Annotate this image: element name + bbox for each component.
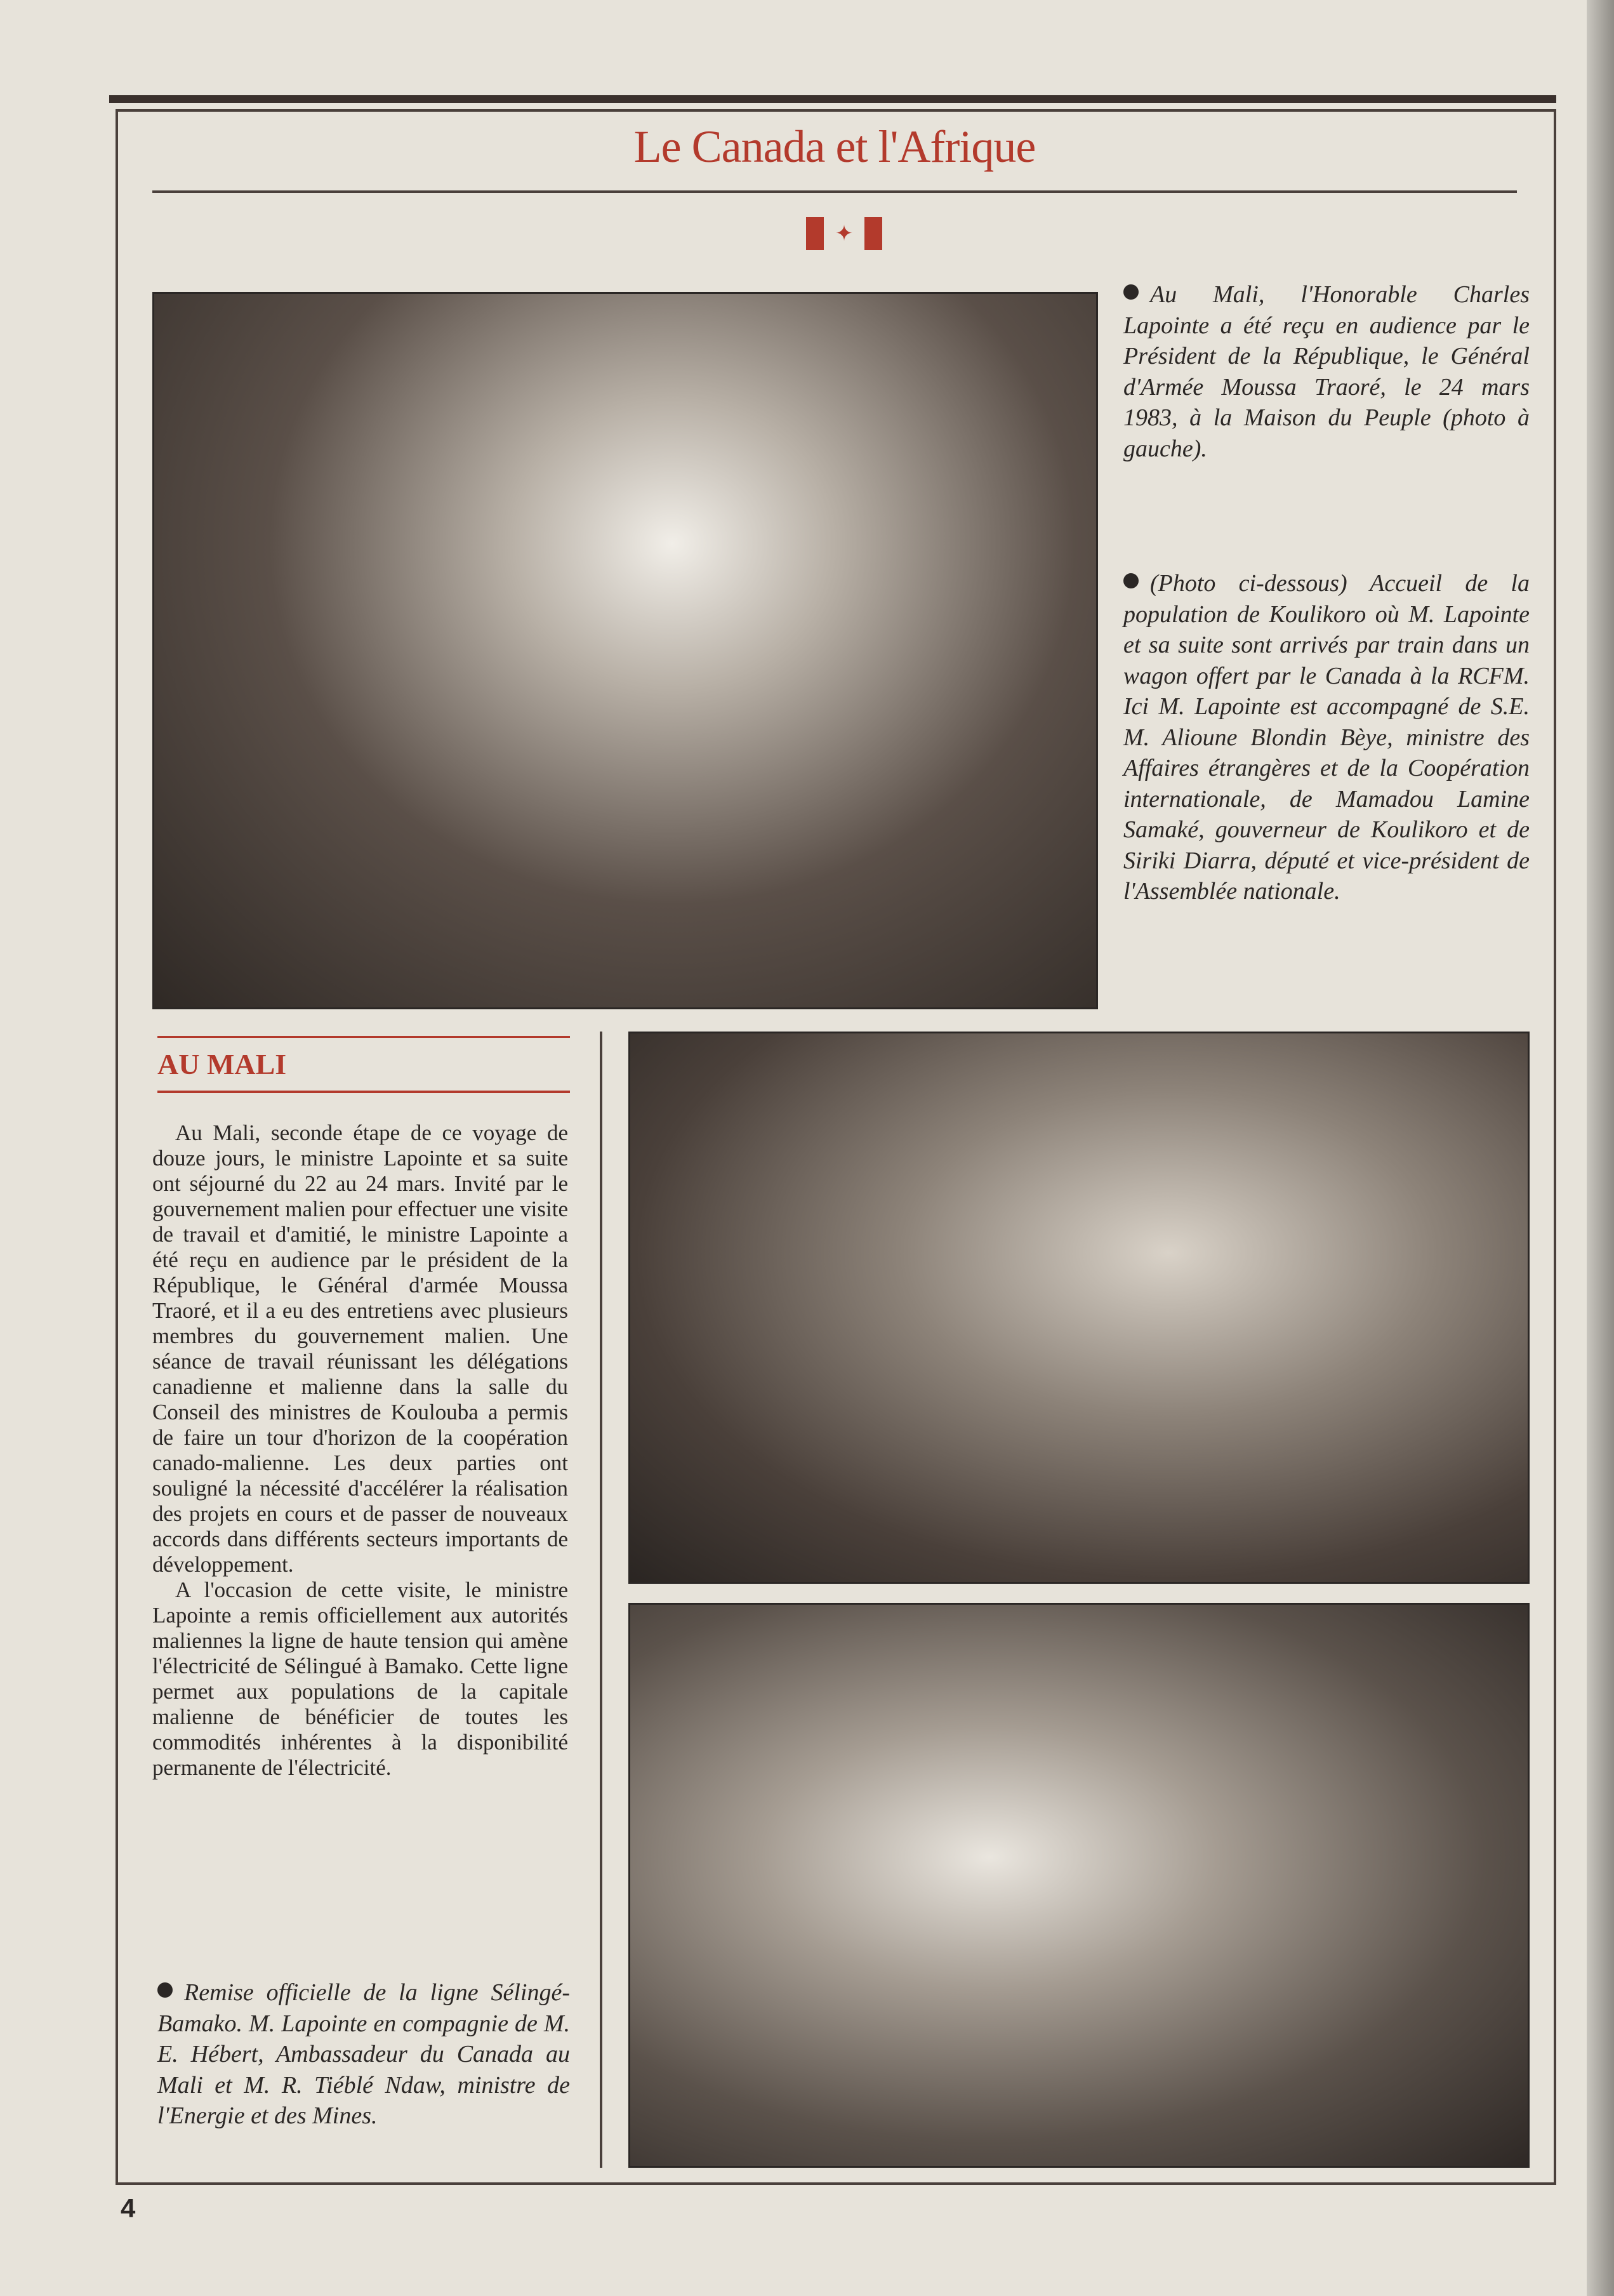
- section-rule-top: [157, 1036, 570, 1038]
- caption-bottom-left: [157, 1977, 570, 2132]
- section-title: AU MALI: [157, 1048, 287, 1080]
- photo-koulikoro-welcome: [628, 1032, 1530, 1584]
- photo-audience-president: [152, 292, 1098, 1009]
- article-paragraph: Au Mali, seconde étape de ce voyage de douze jours, le ministre Lapointe et sa suite ont séjourné du 22 au 24 mars. Invité par le gouvernement malien pour effectuer une visite de travail et d'amitié, le ministre Lapointe a été reçu en audience par le président de la République, le Général d'armée Moussa Traoré, et il a eu des entretiens avec plusieurs membres du gouvernement malien. Une séance de travail réunissant les délégations canadienne et malienne dans la salle du Conseil des ministres de Koulouba a permis de faire un tour d'horizon de la coopération canado-malienne. Les deux parties ont souligné la nécessité d'accélérer la réalisation des projets en cours et de passer de nouveaux accords dans différents secteurs importants de développement.: [152, 1120, 568, 1577]
- flag-left-band: [806, 217, 824, 250]
- bullet-icon: [157, 1982, 173, 1998]
- column-divider: [600, 1032, 602, 2168]
- bullet-icon: [1123, 573, 1139, 588]
- photo-selingue-line-handover: [628, 1603, 1530, 2168]
- caption-text: (Photo ci-dessous) Accueil de la population de Koulikoro où M. Lapointe et sa suite sont arrivés par train dans un wagon offert par le Canada à la RCFM. Ici M. Lapointe est accompagné de S.E. M. Alioune Blondin Bèye, ministre des Affaires étrangères et de la Coopération internationale, de Mamadou Lamine Samaké, gouverneur de Koulikoro et de Siriki Diarra, député et vice-président de l'Assemblée nationale.: [1123, 570, 1530, 905]
- section-rule-bottom: [157, 1091, 570, 1093]
- heading-rule: [152, 190, 1517, 193]
- bullet-icon: [1123, 284, 1139, 300]
- caption-middle-right: [1123, 568, 1530, 907]
- flag-right-band: [864, 217, 882, 250]
- caption-text: Remise officielle de la ligne Sélingé-Bamako. M. Lapointe en compagnie de M. E. Hébert, Ambassadeur du Canada au Mali et M. R. Tiéblé Ndaw, ministre de l'Energie et des Mines.: [157, 1979, 570, 2129]
- top-bar: [109, 95, 1556, 103]
- book-spine: [1587, 0, 1614, 2296]
- article-body: [152, 1120, 568, 1781]
- page-number: 4: [121, 2193, 136, 2223]
- maple-leaf-icon: ✦: [835, 222, 854, 246]
- article-paragraph: A l'occasion de cette visite, le ministre Lapointe a remis officiellement aux autorités maliennes la ligne de haute tension qui amène l'électricité de Sélingué à Bamako. Cette ligne permet aux populations de la capitale malienne de bénéficier de toutes les commodités inhérentes à la disponibilité permanente de l'électricité.: [152, 1577, 568, 1780]
- caption-text: Au Mali, l'Honorable Charles Lapointe a été reçu en audience par le Président de la République, le Général d'Armée Moussa Traoré, le 24 mars 1983, à la Maison du Peuple (photo à gauche).: [1123, 281, 1530, 462]
- page-heading: Le Canada et l'Afrique: [633, 121, 1036, 172]
- canada-flag-icon: [806, 217, 882, 250]
- caption-top-right: [1123, 279, 1530, 464]
